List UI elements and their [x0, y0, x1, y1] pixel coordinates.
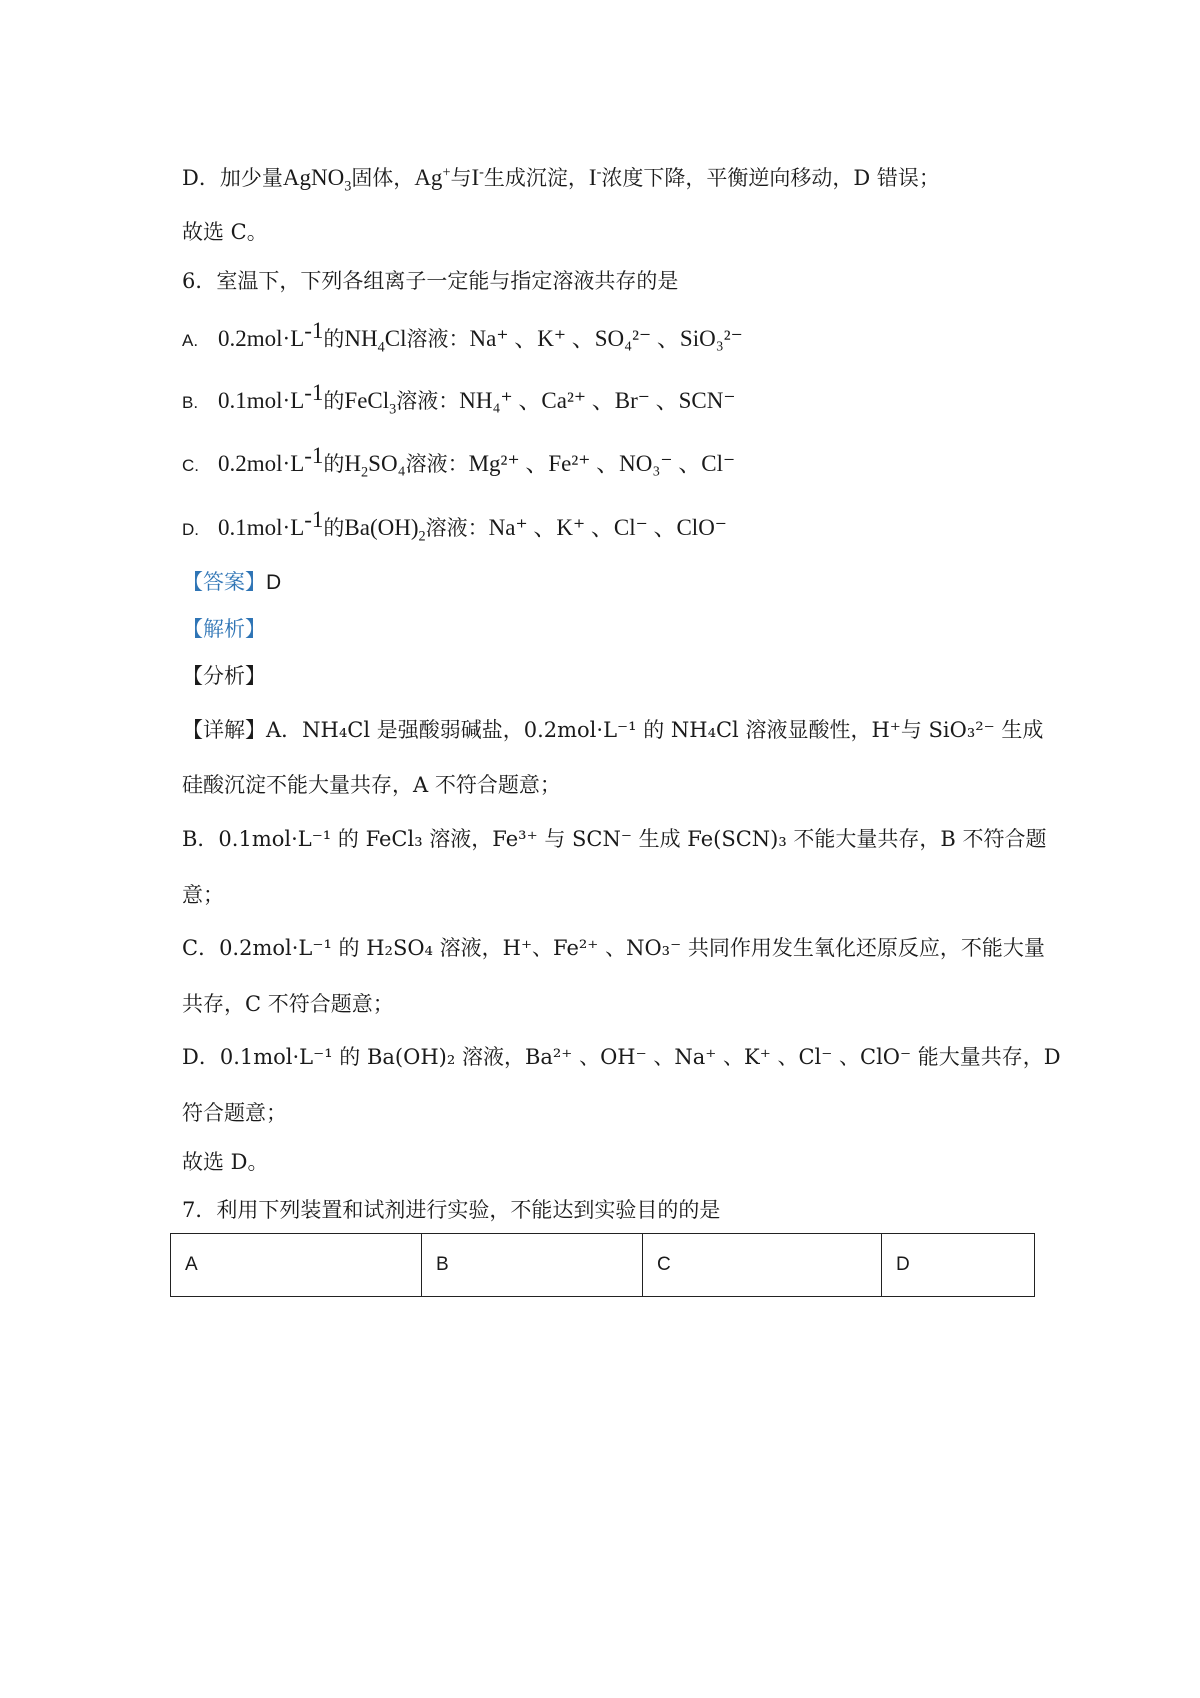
detail-a-line1: 【详解】A．NH₄Cl 是强酸弱碱盐，0.2mol·L⁻¹ 的 NH₄Cl 溶液显酸性，H⁺与 SiO₃²⁻ 生成 — [182, 718, 1044, 742]
detail-d-line1: D．0.1mol·L⁻¹ 的 Ba(OH)₂ 溶液，Ba²⁺ 、OH⁻ 、Na⁺ 、K⁺ 、Cl⁻ 、ClO⁻ 能大量共存，D — [182, 1045, 1061, 1069]
q6-option-a: A. $0.2mol\cdot L^{-1}$的$NH_4Cl$溶液：Na⁺ 、K⁺ 、SO₄²⁻ 、SiO₃²⁻ — [182, 318, 743, 356]
q6-option-c: C. $0.2mol\cdot L^{-1}$的$H_2SO_4$溶液：Mg²⁺ 、Fe²⁺ 、NO₃⁻ 、Cl⁻ — [182, 443, 736, 481]
table-cell-b: B — [422, 1234, 643, 1297]
table-cell-d: D — [882, 1234, 1035, 1297]
q6-stem: 6．室温下，下列各组离子一定能与指定溶液共存的是 — [182, 269, 679, 293]
answer-value: D — [266, 571, 282, 594]
ion-list: Na⁺ 、K⁺ 、SO₄²⁻ 、SiO₃²⁻ — [469, 326, 743, 351]
table-cell-a: A — [171, 1234, 422, 1297]
table-row — [171, 1234, 1035, 1297]
agno3-formula: AgNO$_3$ — [282, 165, 352, 195]
table-cell-c: C — [643, 1234, 882, 1297]
ion-list: Na⁺ 、K⁺ 、Cl⁻ 、ClO⁻ — [488, 515, 727, 540]
option-letter: C. — [182, 456, 199, 475]
ion-list: NH₄⁺ 、Ca²⁺ 、Br⁻ 、SCN⁻ — [459, 388, 736, 413]
ion-list: Mg²⁺ 、Fe²⁺ 、NO₃⁻ 、Cl⁻ — [468, 451, 736, 476]
q7-stem: 7．利用下列装置和试剂进行实验，不能达到实验目的的是 — [182, 1198, 721, 1222]
q6-option-b: B. $0.1mol\cdot L^{-1}$的FeCl$_3$溶液：NH₄⁺ 、Ca²⁺ 、Br⁻ 、SCN⁻ — [182, 380, 736, 418]
detail-c-line1: C．0.2mol·L⁻¹ 的 H₂SO₄ 溶液，H⁺、Fe²⁺ 、NO₃⁻ 共同作用发生氧化还原反应，不能大量 — [182, 936, 1045, 960]
q5-conclusion: 故选 C。 — [182, 220, 268, 244]
option-letter: B. — [182, 393, 199, 412]
fenxi-tag: 【分析】 — [182, 664, 266, 688]
detail-b-line1: B．0.1mol·L⁻¹ 的 FeCl₃ 溶液，Fe³⁺ 与 SCN⁻ 生成 Fe(SCN)₃ 不能大量共存，B 不符合题 — [182, 827, 1047, 851]
detail-a-line2: 硅酸沉淀不能大量共存，A 不符合题意； — [182, 773, 561, 797]
q7-options-table — [170, 1233, 1035, 1297]
option-letter: A. — [182, 331, 199, 350]
detail-c-line2: 共存，C 不符合题意； — [182, 992, 394, 1016]
q5-option-d-explanation: D．加少量AgNO$_3$固体，Ag+与I-生成沉淀，I-浓度下降，平衡逆向移动，D 错误； — [182, 164, 940, 195]
detail-b-line2: 意； — [182, 883, 224, 907]
detail-d-line2: 符合题意； — [182, 1101, 287, 1125]
analysis-tag: 【解析】 — [182, 617, 266, 641]
q6-option-d: D. $0.1mol\cdot L^{-1}$的$Ba(OH)_2$溶液：Na⁺ 、K⁺ 、Cl⁻ 、ClO⁻ — [182, 507, 727, 545]
answer-line — [182, 572, 281, 593]
answer-tag: 【答案】 — [182, 570, 266, 594]
q6-conclusion: 故选 D。 — [182, 1150, 269, 1174]
option-letter: D. — [182, 520, 199, 539]
